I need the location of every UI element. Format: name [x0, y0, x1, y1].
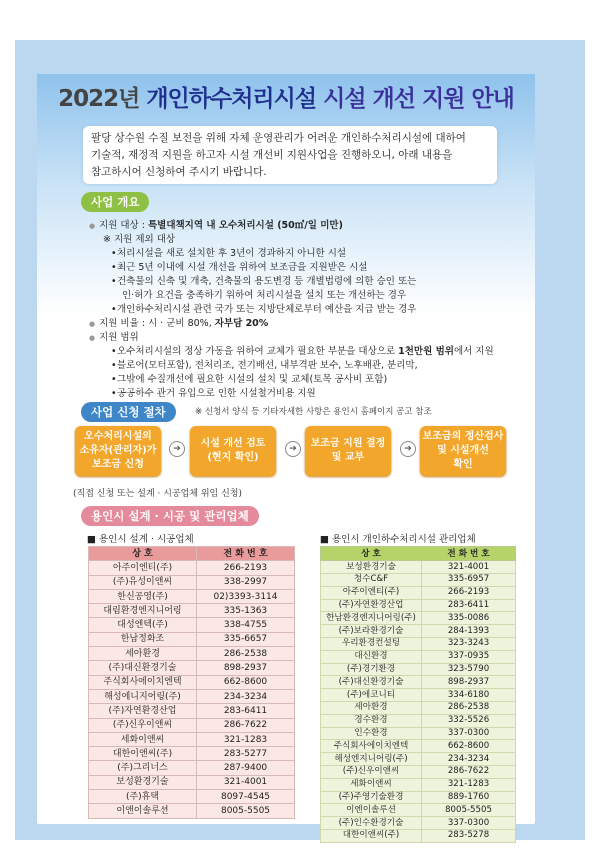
- company-phone-cell: 286-7622: [422, 766, 516, 779]
- company-phone-cell: 332-5526: [422, 714, 516, 727]
- table-row: [321, 561, 516, 574]
- company-phone-cell: 02)3393-3114: [197, 589, 295, 603]
- company-name-cell: (주)신우이앤씨: [89, 718, 197, 732]
- exclude-label: ※ 지원 제외 대상: [103, 234, 176, 245]
- table-row: [89, 618, 295, 632]
- title-part1: 개인하수처리시설: [146, 86, 317, 112]
- company-phone-cell: 334-6180: [422, 689, 516, 702]
- company-phone-cell: 8097-4545: [197, 790, 295, 804]
- company-name-cell: (주)자연환경산업: [89, 704, 197, 718]
- company-phone-cell: 889-1760: [422, 791, 516, 804]
- title-year: 2022년: [58, 86, 140, 112]
- company-name-cell: (주)인수환경기술: [321, 817, 422, 830]
- company-name-cell: 인수환경: [321, 727, 422, 740]
- company-phone-cell: 338-4755: [197, 618, 295, 632]
- procedure-footnote: (직접 신청 또는 설계 · 시공업체 위임 신청): [73, 489, 243, 499]
- company-phone-cell: 283-6411: [422, 599, 516, 612]
- company-name-cell: 이앤이솔루션: [89, 804, 197, 818]
- table-row: [89, 790, 295, 804]
- company-phone-cell: 323-3243: [422, 638, 516, 651]
- scope-item: • 오수처리시설의 정상 가동을 위하여 교체가 필요한 부분을 대상으로 1천만원 범위에서 지원: [89, 345, 509, 359]
- company-name-cell: (주)대신환경기술: [321, 676, 422, 689]
- company-name-cell: (주)유성이앤씨: [89, 575, 197, 589]
- company-phone-cell: 321-4001: [422, 561, 516, 574]
- company-phone-cell: 898-2937: [197, 661, 295, 675]
- procedure-step-2: 시설 개선 검토 (현지 확인): [190, 426, 276, 476]
- table-row: [321, 689, 516, 702]
- company-name-cell: 보성환경기술: [321, 561, 422, 574]
- company-name-cell: 대신환경: [321, 650, 422, 663]
- company-phone-cell: 335-0086: [422, 612, 516, 625]
- table-row: [321, 650, 516, 663]
- company-name-cell: (주)그리너스: [89, 761, 197, 775]
- company-name-cell: (주)보라환경기술: [321, 625, 422, 638]
- company-phone-cell: 337-0935: [422, 650, 516, 663]
- table-row: [89, 675, 295, 689]
- target-line: ● 지원 대상 : 특별대책지역 내 오수처리시설 (50㎥/일 미만): [89, 219, 509, 233]
- company-name-cell: 세화이앤씨: [321, 778, 422, 791]
- company-phone-cell: 286-2538: [197, 647, 295, 661]
- intro-box: [83, 126, 497, 184]
- table-row: [321, 599, 516, 612]
- company-phone-cell: 321-1283: [422, 778, 516, 791]
- page-title: [37, 80, 535, 113]
- company-phone-cell: 234-3234: [197, 689, 295, 703]
- arrow-right-icon: ➔: [285, 441, 301, 457]
- company-name-cell: (주)경기환경: [321, 663, 422, 676]
- company-name-cell: 아주이엔티(주): [321, 586, 422, 599]
- company-name-cell: 우리환경컨설팅: [321, 638, 422, 651]
- table-row: [321, 753, 516, 766]
- table-row: [321, 714, 516, 727]
- table-row: [89, 804, 295, 818]
- company-name-cell: 해성에니지어링(주): [89, 689, 197, 703]
- scope-item: • 공공하수 관거 유입으로 인한 시설철거비용 지원: [89, 387, 509, 401]
- table-row: [321, 778, 516, 791]
- table-row: [89, 661, 295, 675]
- company-name-cell: (주)자연환경산업: [321, 599, 422, 612]
- company-phone-cell: 323-5790: [422, 663, 516, 676]
- company-name-cell: (주)에코니티: [321, 689, 422, 702]
- company-name-cell: 주식회사에이치엔텍: [89, 675, 197, 689]
- table-row: [89, 761, 295, 775]
- company-phone-cell: 335-1363: [197, 604, 295, 618]
- company-phone-cell: 286-2538: [422, 702, 516, 715]
- intro-line: 참고하시어 신청하여 주시기 바랍니다.: [91, 166, 267, 178]
- col-header-name: 상 호: [89, 547, 197, 561]
- table-row: [89, 575, 295, 589]
- table-row: [89, 561, 295, 575]
- table-row: [321, 586, 516, 599]
- left-table-title: ■ 용인시 설계 · 시공업체: [87, 534, 194, 545]
- intro-line: 기술적, 재정적 지원을 하고자 시설 개선비 지원사업을 진행하오니, 아래 내용을: [91, 149, 453, 161]
- table-row: [321, 766, 516, 779]
- company-name-cell: 아주이엔티(주): [89, 561, 197, 575]
- company-phone-cell: 662-8600: [197, 675, 295, 689]
- company-name-cell: (주)대신환경기술: [89, 661, 197, 675]
- table-row: [89, 747, 295, 761]
- company-name-cell: (주)신우이앤씨: [321, 766, 422, 779]
- company-name-cell: 한신공영(주): [89, 589, 197, 603]
- companies-heading: 용인시 설계 · 시공 및 관리업체: [81, 506, 259, 526]
- company-name-cell: 대한이앤씨(주): [89, 747, 197, 761]
- exclude-item: 인·허가 요건을 충족하기 위하여 처리시설을 설치 또는 개선하는 경우: [122, 290, 407, 301]
- table-row: [321, 663, 516, 676]
- company-phone-cell: 8005-5505: [422, 804, 516, 817]
- company-name-cell: 해성엔지니어링(주): [321, 753, 422, 766]
- company-name-cell: 대성엔텍(주): [89, 618, 197, 632]
- table-row: [321, 625, 516, 638]
- table-row: [321, 727, 516, 740]
- scope-item: • 그밖에 수질개선에 필요한 시설의 설치 및 교체(토목 공사비 포함): [89, 373, 509, 387]
- table-row: [89, 704, 295, 718]
- table-row: [89, 589, 295, 603]
- table-row: [89, 718, 295, 732]
- table-row: [89, 632, 295, 646]
- company-phone-cell: 283-6411: [197, 704, 295, 718]
- company-phone-cell: 662-8600: [422, 740, 516, 753]
- table-row: [89, 732, 295, 746]
- arrow-right-icon: ➔: [400, 441, 416, 457]
- exclude-item: • 처리시설을 새로 설치한 후 3년이 경과하지 아니한 시설: [89, 247, 509, 261]
- procedure-heading: 사업 신청 절차: [81, 402, 176, 422]
- company-name-cell: 대림환경엔지니어링: [89, 604, 197, 618]
- company-name-cell: 경수환경: [321, 714, 422, 727]
- table-row: [321, 804, 516, 817]
- company-phone-cell: 321-4001: [197, 775, 295, 789]
- company-phone-cell: 284-1393: [422, 625, 516, 638]
- poster: [37, 74, 535, 841]
- company-name-cell: 이엔이솔루션: [321, 804, 422, 817]
- company-phone-cell: 283-5278: [422, 830, 516, 843]
- company-phone-cell: 898-2937: [422, 676, 516, 689]
- exclude-item: • 최근 5년 이내에 시설 개선을 위하여 보조금을 지원받은 시설: [89, 261, 509, 275]
- company-phone-cell: 337-0300: [422, 817, 516, 830]
- company-name-cell: 주식회사에이치엔텍: [321, 740, 422, 753]
- table-row: [321, 612, 516, 625]
- procedure-step-4: 보조금의 정산검사 및 시설개선 확인: [420, 426, 506, 476]
- table-row: [321, 702, 516, 715]
- table-row: [321, 574, 516, 587]
- table-row: [321, 740, 516, 753]
- company-phone-cell: 266-2193: [422, 586, 516, 599]
- procedure-step-1: 오수처리시설의 소유자(관리자)가 보조금 신청: [75, 426, 161, 476]
- scope-label: ● 지원 범위: [89, 331, 509, 345]
- procedure-note: ※ 신청서 양식 등 기타자세한 사항은 용인시 홈페이지 공고 참조: [195, 407, 432, 417]
- company-name-cell: 청수C&F: [321, 574, 422, 587]
- intro-line: 팔당 상수원 수질 보전을 위해 자체 운영관리가 어려운 개인하수처리시설에 대하여: [91, 132, 466, 144]
- ratio-line: ● 지원 비율 : 시 · 군비 80%, 자부담 20%: [89, 317, 509, 331]
- table-row: [321, 676, 516, 689]
- company-phone-cell: 266-2193: [197, 561, 295, 575]
- table-row: [89, 775, 295, 789]
- col-header-phone: 전 화 번 호: [422, 547, 516, 561]
- col-header-phone: 전 화 번 호: [197, 547, 295, 561]
- procedure-step-3: 보조금 지원 결정 및 교부: [305, 426, 391, 476]
- company-name-cell: 대한이앤씨(주): [321, 830, 422, 843]
- company-name-cell: 한남환경엔지니어링(주): [321, 612, 422, 625]
- company-name-cell: (주)주영기술환경: [321, 791, 422, 804]
- overview-section: [89, 219, 509, 401]
- company-phone-cell: 337-0300: [422, 727, 516, 740]
- company-phone-cell: 335-6957: [422, 574, 516, 587]
- table-row: [89, 689, 295, 703]
- scope-item: • 블로어(모터포함), 전처리조, 전기배선, 내부격판 보수, 노후배관, 분리막,: [89, 359, 509, 373]
- company-name-cell: 보성환경기술: [89, 775, 197, 789]
- title-part2: 시설 개선 지원 안내: [323, 86, 514, 112]
- company-name-cell: 세아환경: [321, 702, 422, 715]
- table-row: [321, 830, 516, 843]
- company-phone-cell: 287-9400: [197, 761, 295, 775]
- table-row: [321, 817, 516, 830]
- exclude-item: • 개인하수처리시설 관련 국가 또는 지방단체로부터 예산을 지급 받는 경우: [89, 303, 509, 317]
- management-company-table: [320, 546, 516, 843]
- company-name-cell: 한남정화조: [89, 632, 197, 646]
- company-phone-cell: 8005-5505: [197, 804, 295, 818]
- design-company-table: [88, 546, 295, 819]
- company-phone-cell: 234-3234: [422, 753, 516, 766]
- table-row: [321, 638, 516, 651]
- col-header-name: 상 호: [321, 547, 422, 561]
- right-table-title: ■ 용인시 개인하수처리시설 관리업체: [320, 534, 476, 545]
- exclude-item: • 건축물의 신축 및 개축, 건축물의 용도변경 등 개별법령에 의한 승인 또는: [89, 275, 509, 289]
- table-row: [89, 604, 295, 618]
- company-phone-cell: 335-6657: [197, 632, 295, 646]
- company-phone-cell: 338-2997: [197, 575, 295, 589]
- table-row: [321, 791, 516, 804]
- company-phone-cell: 321-1283: [197, 732, 295, 746]
- company-name-cell: 세아환경: [89, 647, 197, 661]
- company-name-cell: (주)휴택: [89, 790, 197, 804]
- company-name-cell: 세화이앤씨: [89, 732, 197, 746]
- arrow-right-icon: ➔: [169, 441, 185, 457]
- overview-heading: 사업 개요: [81, 192, 149, 212]
- table-row: [89, 647, 295, 661]
- company-phone-cell: 286-7622: [197, 718, 295, 732]
- company-phone-cell: 283-5277: [197, 747, 295, 761]
